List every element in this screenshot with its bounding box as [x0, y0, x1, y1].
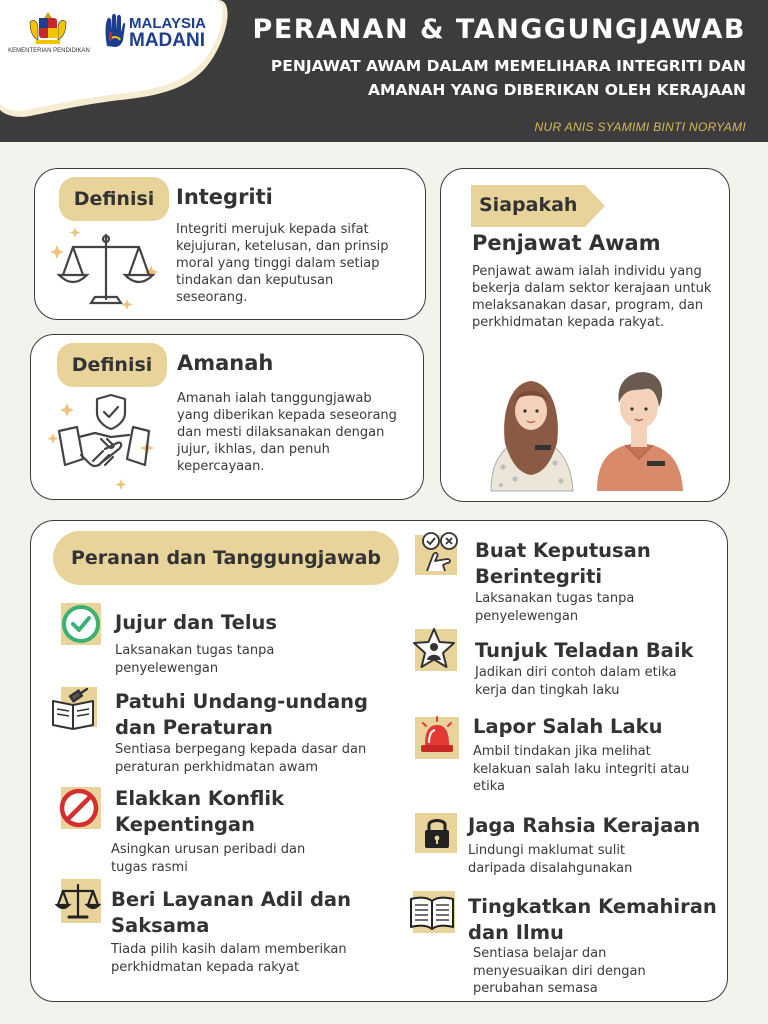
- prohibited-icon: [55, 787, 101, 831]
- madani-wordmark: [129, 16, 206, 50]
- role-title: Jaga Rahsia Kerajaan: [468, 814, 701, 837]
- siapakah-tag-label: Siapakah: [479, 194, 578, 216]
- logo-area: [0, 0, 230, 120]
- amanah-term: Amanah: [177, 351, 274, 375]
- checkmark-icon: [55, 601, 101, 645]
- role-desc: Sentiasa belajar dan menyesuaikan diri dengan perubahan semasa: [473, 946, 646, 996]
- open-book-icon: [409, 891, 455, 935]
- amanah-card: [30, 334, 424, 500]
- brand-line2: MADANI: [129, 30, 205, 51]
- penjawat-awam-description: Penjawat awam ialah individu yang bekerja dalam sektor kerajaan untuk melaksanakan dasar, program, dan perkhidmatan kepada rakyat.: [472, 264, 712, 330]
- header-banner: [0, 0, 768, 142]
- role-desc: Jadikan diri contoh dalam etika kerja dan tingkah laku: [475, 665, 677, 698]
- scales-icon: [55, 879, 101, 923]
- role-title: Buat Keputusan Berintegriti: [475, 539, 651, 588]
- star-person-icon: [411, 627, 457, 671]
- amanah-description: Amanah ialah tanggungjawab yang diberikan kepada seseorang dan mesti dilaksanakan dengan jujur, ikhlas, dan penuh kepercayaan.: [177, 391, 397, 474]
- alarm-siren-icon: [415, 715, 461, 759]
- definisi-tag: Definisi: [59, 177, 169, 221]
- page-subtitle: [226, 54, 746, 102]
- integriti-term: Integriti: [176, 185, 273, 209]
- integriti-description: Integriti merujuk kepada sifat kejujuran, ketelusan, dan prinsip moral yang tinggi dalam setiap tindakan dan keputusan seseorang.: [176, 222, 389, 305]
- padlock-icon: [415, 811, 461, 855]
- role-title: Tingkatkan Kemahiran dan Ilmu: [468, 895, 717, 944]
- role-title: Tunjuk Teladan Baik: [475, 639, 694, 662]
- role-desc: Sentiasa berpegang kepada dasar dan peraturan perkhidmatan awam: [115, 742, 367, 775]
- page-title: PERANAN & TANGGUNGJAWAB: [252, 14, 746, 45]
- author-name: NUR ANIS SYAMIMI BINTI NORYAMI: [534, 120, 746, 134]
- ministry-crest-logo: [26, 10, 70, 46]
- siapakah-tag: [471, 185, 605, 227]
- role-desc: Laksanakan tugas tanpa penyelewengan: [115, 643, 275, 676]
- roles-card: [30, 520, 728, 1002]
- subtitle-line1: PENJAWAT AWAM DALAM MEMELIHARA INTEGRITI DAN: [270, 57, 746, 75]
- role-title: Patuhi Undang-undang dan Peraturan: [115, 690, 368, 739]
- role-desc: Asingkan urusan peribadi dan tugas rasmi: [111, 842, 306, 875]
- role-title: Jujur dan Telus: [115, 611, 278, 634]
- role-title: Beri Layanan Adil dan Saksama: [111, 888, 351, 937]
- role-desc: Tiada pilih kasih dalam memberikan perkhidmatan kepada rakyat: [111, 942, 347, 975]
- role-title: Lapor Salah Laku: [473, 715, 663, 738]
- ministry-label: KEMENTERIAN PENDIDIKAN: [8, 48, 90, 54]
- integriti-card: [34, 168, 426, 320]
- role-desc: Ambil tindakan jika melihat kelakuan salah laku integriti atau etika: [473, 744, 690, 794]
- siapakah-card: [440, 168, 730, 502]
- roles-heading: Peranan dan Tanggungjawab: [53, 531, 399, 585]
- definisi-tag: Definisi: [57, 343, 167, 387]
- decision-icon: [415, 531, 461, 575]
- subtitle-line2: AMANAH YANG DIBERIKAN OLEH KERAJAAN: [368, 81, 746, 99]
- role-title: Elakkan Konflik Kepentingan: [115, 787, 285, 836]
- role-desc: Lindungi maklumat sulit daripada disalahgunakan: [468, 843, 633, 876]
- law-book-icon: [51, 687, 97, 731]
- penjawat-awam-term: Penjawat Awam: [472, 231, 661, 255]
- role-desc: Laksanakan tugas tanpa penyelewengan: [475, 591, 635, 624]
- civil-servants-illustration: [485, 363, 695, 493]
- handshake-shield-icon: [45, 393, 169, 493]
- scales-icon: [47, 225, 165, 317]
- brand-line1: MALAYSIA: [129, 15, 206, 32]
- madani-hand-logo: [103, 12, 127, 48]
